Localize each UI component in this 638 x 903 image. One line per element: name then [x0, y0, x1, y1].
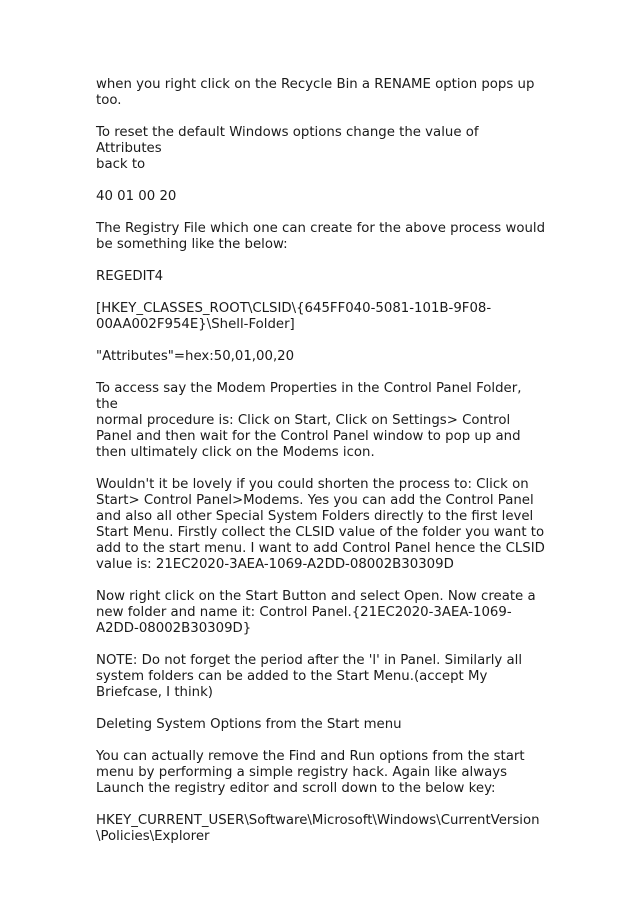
section-heading-deleting-options: Deleting System Options from the Start menu	[96, 717, 402, 732]
paragraph-policies-key: HKEY_CURRENT_USER\Software\Microsoft\Windows\CurrentVersion \Policies\Explorer	[96, 813, 540, 844]
paragraph-regedit-header: REGEDIT4	[96, 269, 164, 284]
paragraph-attributes-hex: "Attributes"=hex:50,01,00,20	[96, 349, 295, 364]
document-body	[96, 77, 546, 861]
paragraph-shorten-process: Wouldn't it be lovely if you could shorten the process to: Click on Start> Control Panel>Modems. Yes you can add the Control Panel and also all other Special System Folders directly to the first level Start Menu. Firstly collect the CLSID value of the folder you want to add to the start menu. I want to add Control Panel hence the CLSID value is: 21EC2020-3AEA-1069-A2DD-08002B30309D	[96, 477, 545, 572]
paragraph-attribute-value: 40 01 00 20	[96, 189, 177, 204]
paragraph-modem-properties: To access say the Modem Properties in the Control Panel Folder, the normal procedure is: Click on Start, Click on Settings> Control Panel and then wait for the Control Panel window to pop up and then ultimately click on the Modems icon.	[96, 381, 522, 460]
paragraph-recycle-bin-rename: when you right click on the Recycle Bin a RENAME option pops up too.	[96, 77, 535, 108]
paragraph-note: NOTE: Do not forget the period after the 'l' in Panel. Similarly all system folders can be added to the Start Menu.(accept My Briefcase, I think)	[96, 653, 523, 700]
paragraph-registry-key: [HKEY_CLASSES_ROOT\CLSID\{645FF040-5081-101B-9F08- 00AA002F954E}\Shell-Folder]	[96, 301, 492, 332]
paragraph-registry-file-intro: The Registry File which one can create for the above process would be something like the below:	[96, 221, 546, 252]
paragraph-reset-default: To reset the default Windows options change the value of Attributes back to	[96, 125, 479, 172]
paragraph-create-folder: Now right click on the Start Button and select Open. Now create a new folder and name it: Control Panel.{21EC2020-3AEA-1069- A2DD-08002B30309D}	[96, 589, 536, 636]
paragraph-remove-find-run: You can actually remove the Find and Run options from the start menu by performing a simple registry hack. Again like always Launch the registry editor and scroll down to the below key:	[96, 749, 525, 796]
